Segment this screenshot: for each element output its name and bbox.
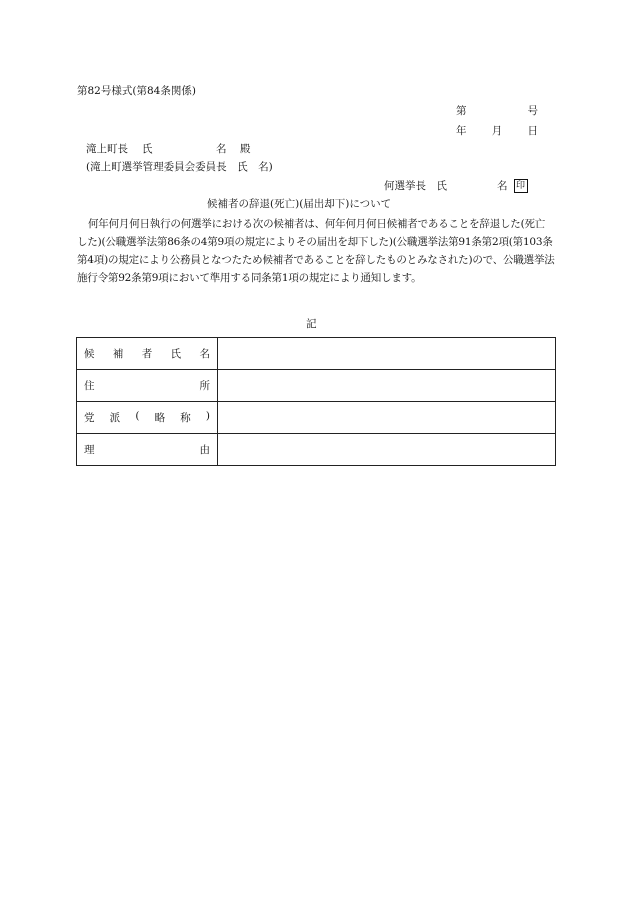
sender-line xyxy=(384,179,528,193)
sender-title: 何選挙長 氏 xyxy=(384,180,447,192)
label-char: 補 xyxy=(112,348,124,360)
addressee-surname-label: 氏 xyxy=(142,143,153,155)
date-line xyxy=(456,124,538,138)
table-row-reason xyxy=(77,434,556,466)
addressee-alt-line: (滝上町選挙管理委員会委員長 氏 名) xyxy=(86,161,273,173)
label-char: 所 xyxy=(199,380,210,392)
label-char: 住 xyxy=(84,380,95,392)
number-suffix: 号 xyxy=(527,105,538,117)
row-label xyxy=(77,338,218,370)
number-prefix: 第 xyxy=(456,105,467,117)
addressee-title: 滝上町長 xyxy=(86,143,128,155)
date-year: 年 xyxy=(456,125,467,137)
addressee-honorific: 殿 xyxy=(240,143,251,155)
reason-field xyxy=(218,434,556,466)
label-char: 候 xyxy=(84,348,95,360)
label-char: 者 xyxy=(141,348,153,360)
document-number-line xyxy=(456,104,538,118)
candidate-info-table xyxy=(76,337,556,466)
table-row-address xyxy=(77,370,556,402)
document-subject: 候補者の辞退(死亡)(届出却下)について xyxy=(207,198,392,210)
label-char: 略 xyxy=(154,412,166,424)
sender-name-label: 名 xyxy=(497,180,508,192)
row-label xyxy=(77,402,218,434)
addressee-line xyxy=(86,142,251,156)
label-char: 由 xyxy=(199,444,210,456)
row-label xyxy=(77,370,218,402)
label-char: 派 xyxy=(109,412,121,424)
label-char: 氏 xyxy=(170,348,182,360)
address-field xyxy=(218,370,556,402)
date-month: 月 xyxy=(491,125,503,137)
label-char: 理 xyxy=(84,444,95,456)
party-field xyxy=(218,402,556,434)
label-char: ) xyxy=(205,410,210,422)
table-row-candidate-name xyxy=(77,338,556,370)
form-number: 第82号様式(第84条関係) xyxy=(77,85,196,97)
label-char: ( xyxy=(135,410,140,422)
seal-mark: 印 xyxy=(514,179,528,193)
label-char: 党 xyxy=(84,412,95,424)
addressee-name-label: 名 xyxy=(216,143,227,155)
date-day: 日 xyxy=(527,125,538,137)
notice-body: 何年何月何日執行の何選挙における次の候補者は、何年何月何日候補者であることを辞退した(死亡した)(公職選挙法第86条の4第9項の規定によりその届出を却下した)(公職選挙法第91条第2項(第103条第4項)の規定により公務員となつたため候補者であることを辞したものとみなされた)ので、公職選挙法施行令第92条第9項において準用する同条第1項の規定により通知します。 xyxy=(77,218,555,284)
ki-marker: 記 xyxy=(306,318,317,330)
label-char: 名 xyxy=(199,348,210,360)
label-char: 称 xyxy=(180,412,191,424)
row-label xyxy=(77,434,218,466)
table-row-party xyxy=(77,402,556,434)
candidate-name-field xyxy=(218,338,556,370)
